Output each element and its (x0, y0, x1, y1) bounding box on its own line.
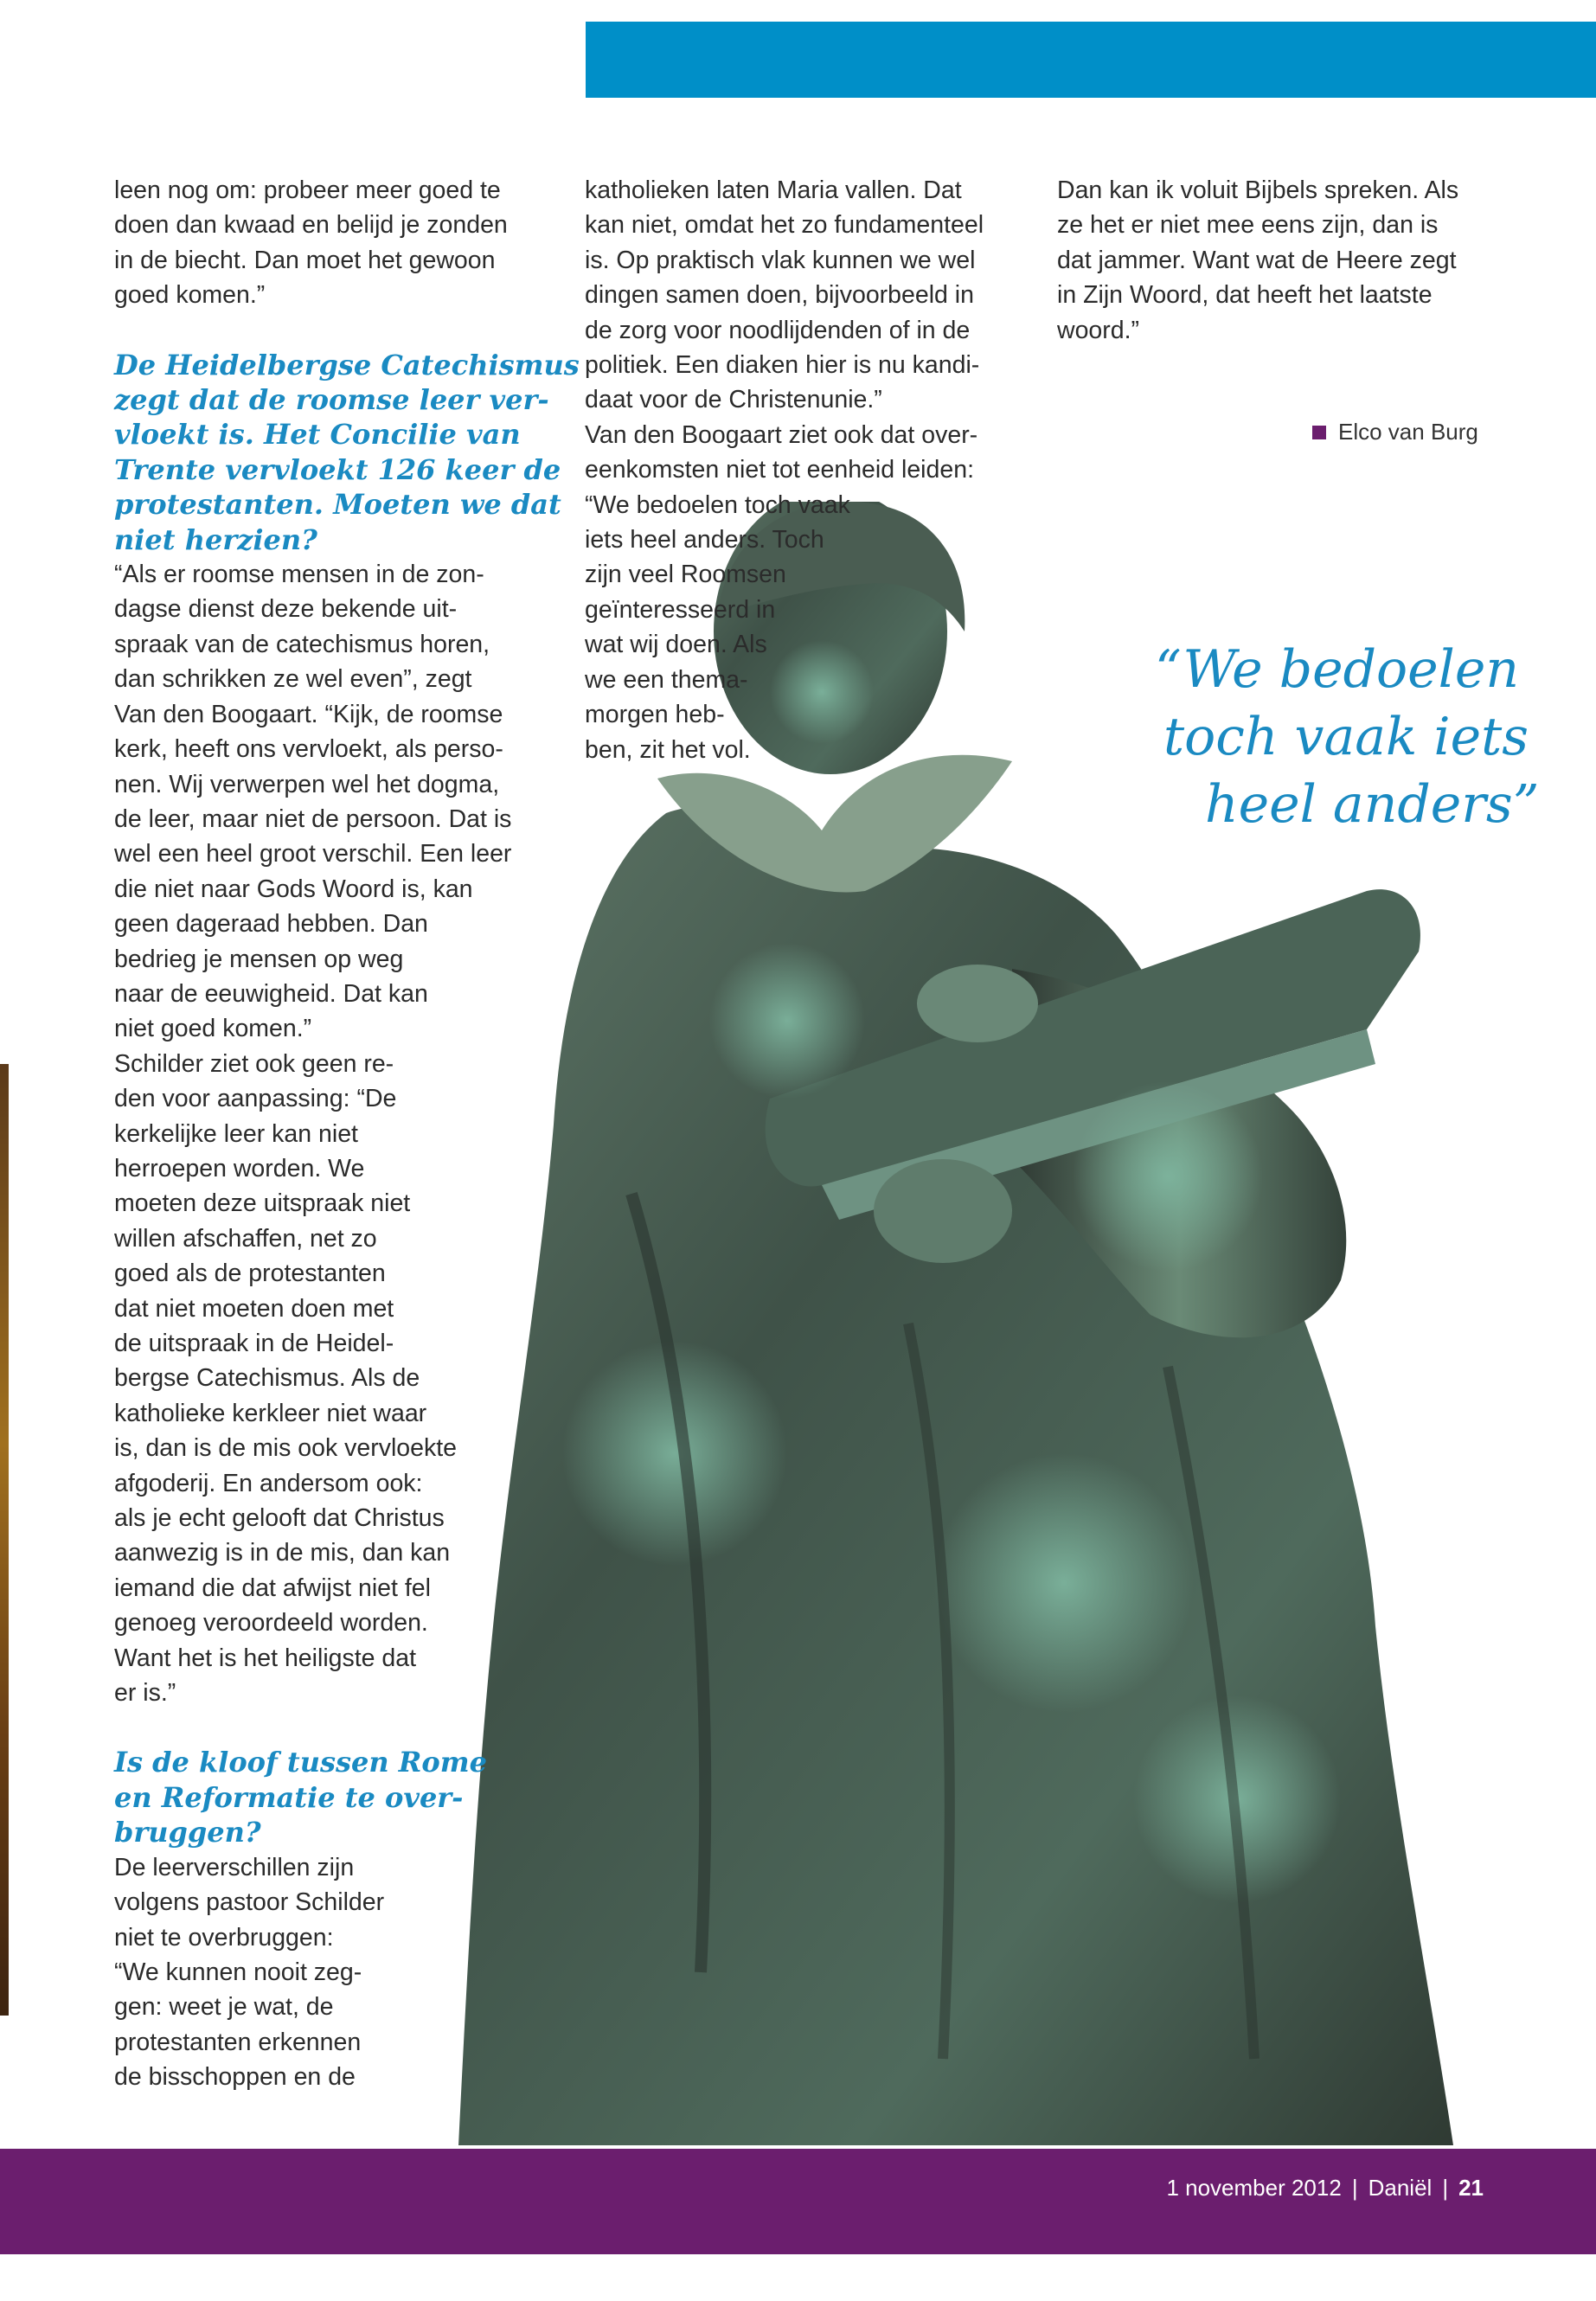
page-number: 21 (1458, 2175, 1484, 2201)
text-line: aanwezig is in de mis, dan kan (114, 1539, 451, 1567)
text-line: is, dan is de mis ook vervloekte (114, 1434, 458, 1463)
text-line: de uitspraak in de Heidel- (114, 1330, 394, 1357)
author-name: Elco van Burg (1338, 419, 1478, 445)
question-heading: zegt dat de roomse leer ver- (114, 383, 549, 417)
pull-quote-line: toch vaak iets (1163, 707, 1529, 767)
text-line: dagse dienst deze bekende uit- (114, 595, 458, 624)
text-line: doen dan kwaad en belijd je zonden (114, 211, 508, 240)
text-line: zijn veel Roomsen (585, 561, 786, 589)
text-line: ben, zit het vol. (585, 735, 751, 764)
text-line: De leerverschillen zijn (114, 1853, 355, 1881)
text-line: Schilder ziet ook geen re- (114, 1049, 394, 1078)
text-line: genoeg veroordeeld worden. (114, 1609, 428, 1638)
question-heading: bruggen? (114, 1816, 261, 1849)
text-line: iemand die dat afwijst niet fel (114, 1574, 431, 1602)
text-line: bedrieg je mensen op weg (114, 945, 404, 973)
text-line: afgoderij. En andersom ook: (114, 1469, 423, 1497)
text-line: er is.” (114, 1679, 176, 1708)
text-line: leen nog om: probeer meer goed te (114, 176, 501, 204)
magazine-name: Daniël (1368, 2175, 1433, 2201)
text-line: ze het er niet mee eens zijn, dan is (1057, 211, 1439, 240)
text-line: kan niet, omdat het zo fundamenteel (585, 211, 984, 240)
text-line: die niet naar Gods Woord is, kan (114, 875, 473, 903)
column-1 (114, 173, 580, 2095)
header-bar (586, 22, 1596, 98)
text-line: geïnteresseerd in (585, 595, 776, 624)
text-line: we een thema- (585, 665, 748, 694)
footer-info (1166, 2175, 1484, 2202)
text-line: niet te overbruggen: (114, 1923, 334, 1952)
text-line: dan schrikken ze wel even”, zegt (114, 665, 472, 694)
text-line: bergse Catechismus. Als de (114, 1364, 420, 1393)
text-line: protestanten erkennen (114, 2028, 362, 2056)
text-line: politiek. Een diaken hier is nu kandi- (585, 351, 980, 380)
text-line: den voor aanpassing: “De (114, 1085, 397, 1113)
question-heading: Trente vervloekt 126 keer de (114, 452, 561, 486)
text-line: katholieke kerkleer niet waar (114, 1399, 427, 1427)
question-heading: en Reformatie te over- (114, 1780, 464, 1814)
footer-bar (0, 2149, 1596, 2254)
text-line: goed als de protestanten (114, 1259, 386, 1288)
text-line: de bisschoppen en de (114, 2063, 356, 2092)
author-square-icon (1312, 426, 1326, 439)
column-3 (1057, 173, 1458, 348)
text-line: goed komen.” (114, 281, 266, 310)
text-line: “We bedoelen toch vaak (585, 490, 850, 519)
text-line: naar de eeuwigheid. Dat kan (114, 979, 428, 1008)
text-line: daat voor de Christenunie.” (585, 386, 882, 414)
pull-quote-line: “We bedoelen (1155, 639, 1519, 700)
text-line: geen dageraad hebben. Dan (114, 910, 428, 939)
text-line: “We kunnen nooit zeg- (114, 1958, 362, 1986)
issue-date: 1 november 2012 (1166, 2175, 1342, 2201)
text-line: willen afschaffen, net zo (114, 1224, 377, 1253)
text-line: in Zijn Woord, dat heeft het laatste (1057, 281, 1433, 310)
text-line: Dan kan ik voluit Bijbels spreken. Als (1057, 176, 1459, 204)
text-line: in de biecht. Dan moet het gewoon (114, 246, 496, 274)
text-line: moeten deze uitspraak niet (114, 1189, 411, 1218)
text-line: katholieken laten Maria vallen. Dat (585, 176, 962, 204)
text-line: dat niet moeten doen met (114, 1294, 394, 1323)
question-heading: protestanten. Moeten we dat (114, 488, 561, 522)
text-line: morgen heb- (585, 701, 725, 729)
question-heading: De Heidelbergse Catechismus (114, 348, 580, 381)
text-line: Van den Boogaart. “Kijk, de roomse (114, 700, 503, 728)
text-line: nen. Wij verwerpen wel het dogma, (114, 770, 500, 798)
text-line: wel een heel groot verschil. Een leer (114, 840, 512, 868)
text-line: iets heel anders. Toch (585, 526, 824, 554)
text-line: spraak van de catechismus horen, (114, 630, 490, 658)
edge-photo-strip (0, 1064, 9, 2016)
text-line: gen: weet je wat, de (114, 1993, 334, 2022)
text-line: volgens pastoor Schilder (114, 1888, 385, 1917)
text-line: de zorg voor noodlijdenden of in de (585, 316, 971, 344)
text-line: de leer, maar niet de persoon. Dat is (114, 804, 512, 833)
text-line: als je echt gelooft dat Christus (114, 1504, 445, 1533)
text-line: dingen samen doen, bijvoorbeeld in (585, 281, 974, 310)
text-line: niet goed komen.” (114, 1015, 312, 1043)
footer-separator: | (1442, 2175, 1449, 2201)
author-credit (1312, 419, 1478, 445)
text-line: dat jammer. Want wat de Heere zegt (1057, 246, 1457, 274)
question-heading: vloekt is. Het Concilie van (114, 418, 521, 452)
question-heading: niet herzien? (114, 522, 317, 556)
text-line: eenkomsten niet tot eenheid leiden: (585, 456, 974, 484)
text-line: Van den Boogaart ziet ook dat over- (585, 420, 978, 449)
text-line: “Als er roomse mensen in de zon- (114, 561, 484, 589)
pull-quote (1155, 636, 1561, 838)
column-2 (585, 173, 984, 767)
text-line: is. Op praktisch vlak kunnen we wel (585, 246, 976, 274)
text-line: woord.” (1057, 316, 1140, 344)
text-line: herroepen worden. We (114, 1154, 365, 1183)
question-heading: Is de kloof tussen Rome (114, 1746, 487, 1779)
footer-separator: | (1351, 2175, 1358, 2201)
text-line: kerk, heeft ons vervloekt, als perso- (114, 735, 503, 764)
text-line: wat wij doen. Als (585, 631, 767, 659)
text-line: Want het is het heiligste dat (114, 1644, 417, 1672)
text-line: kerkelijke leer kan niet (114, 1119, 358, 1148)
pull-quote-line: heel anders” (1205, 774, 1540, 835)
